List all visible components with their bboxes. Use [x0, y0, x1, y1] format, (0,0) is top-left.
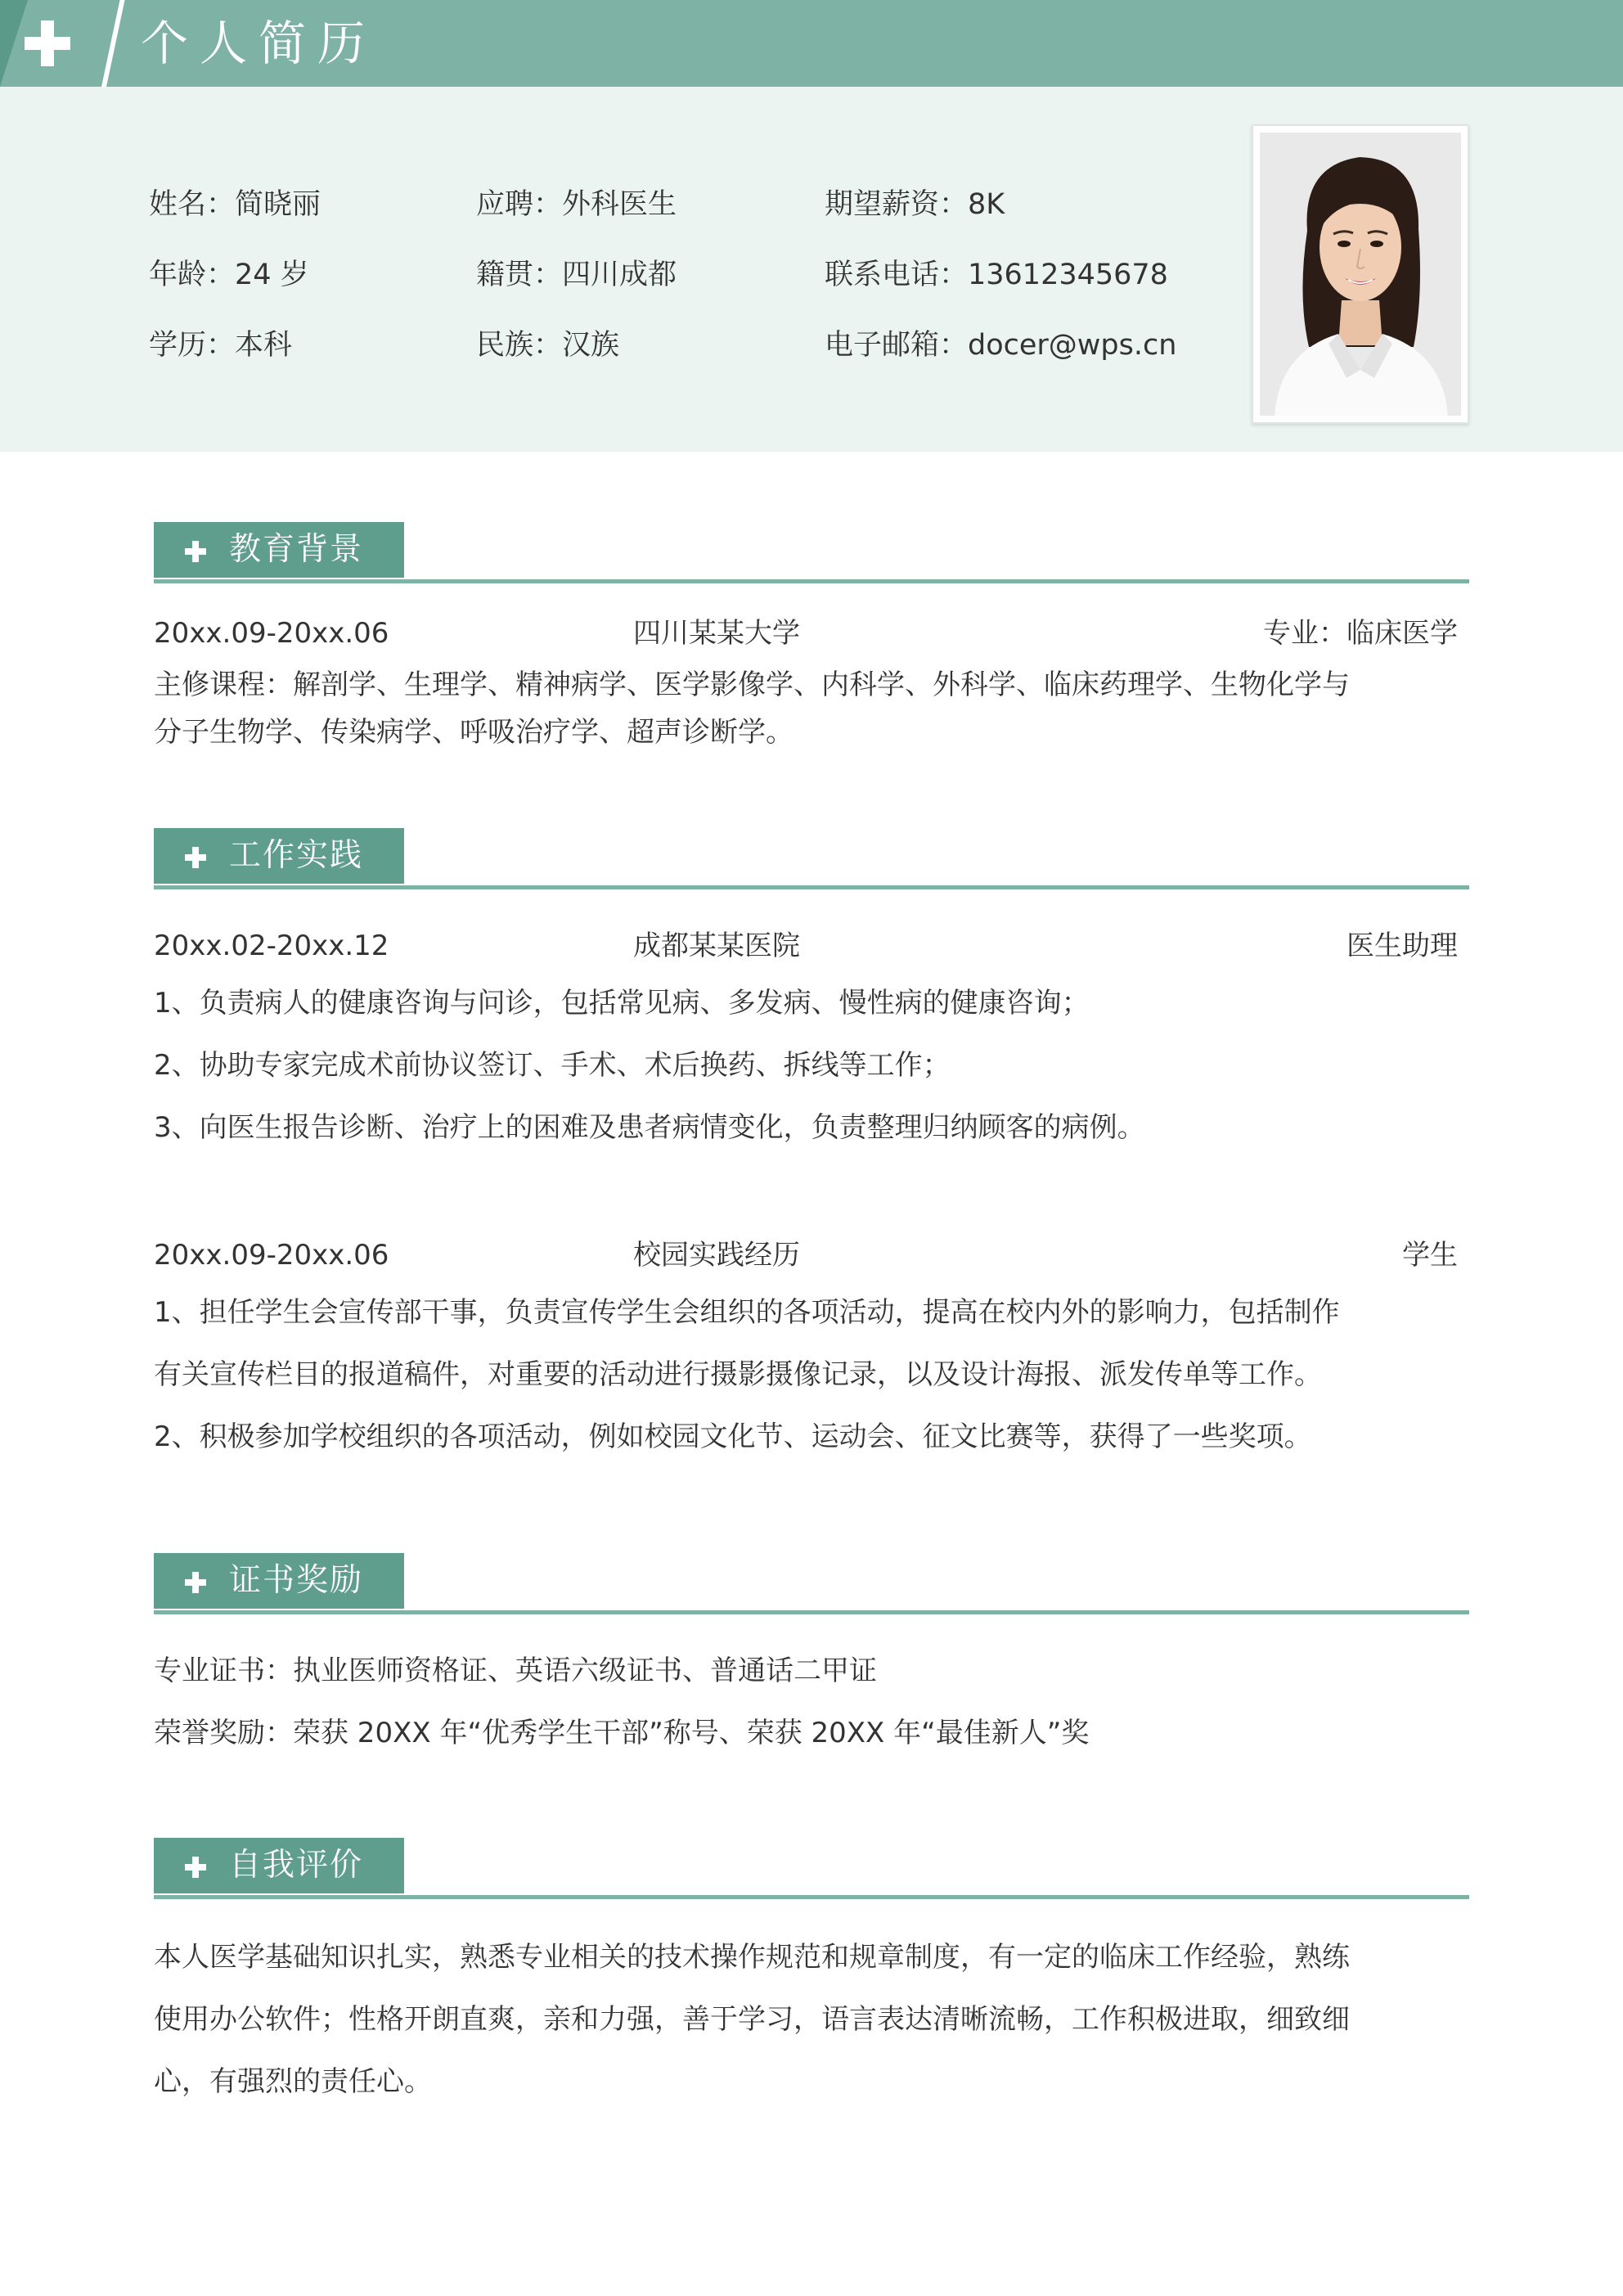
section-title-awards: 证书奖励 [229, 1562, 364, 1599]
info-hometown: 籍贯：四川成都 [476, 259, 677, 291]
section-header-education [154, 522, 404, 578]
page-title: 个人简历 [141, 16, 377, 71]
self-evaluation-text [154, 1926, 1471, 2113]
section-header-work [154, 828, 404, 884]
profile-photo [1252, 124, 1469, 424]
job1-duties [154, 972, 1471, 1159]
job1-duty-item: 1、负责病人的健康咨询与问诊，包括常见病、多发病、慢性病的健康咨询； [154, 987, 1090, 1020]
self-evaluation-line: 心，有强烈的责任心。 [154, 2065, 432, 2098]
job2-duties [154, 1281, 1471, 1468]
info-education: 学历：本科 [149, 329, 293, 362]
job1-duty-item: 3、向医生报告诊断、治疗上的困难及患者病情变化，负责整理归纳顾客的病例。 [154, 1111, 1145, 1144]
info-name: 姓名：简晓丽 [149, 188, 321, 221]
education-courses [154, 661, 1471, 756]
education-courses-line: 主修课程：解剖学、生理学、精神病学、医学影像学、内科学、外科学、临床药理学、生物化学与 [154, 669, 1350, 701]
education-period: 20xx.09-20xx.06 [154, 617, 389, 650]
info-phone: 联系电话：13612345678 [825, 259, 1168, 291]
plus-icon [185, 1857, 206, 1878]
job2-period: 20xx.09-20xx.06 [154, 1239, 389, 1272]
header-divider [101, 0, 125, 87]
job1-role: 医生助理 [1347, 930, 1458, 962]
header-corner-block [0, 0, 28, 87]
education-major: 专业：临床医学 [1263, 617, 1458, 650]
job2-duty-item: 2、积极参加学校组织的各项活动，例如校园文化节、运动会、征文比赛等，获得了一些奖项。 [154, 1420, 1312, 1453]
section-divider [154, 885, 1469, 889]
job1-period: 20xx.02-20xx.12 [154, 930, 389, 962]
self-evaluation-line: 本人医学基础知识扎实，熟悉专业相关的技术操作规范和规章制度，有一定的临床工作经验，熟练 [154, 1941, 1350, 1974]
section-header-awards [154, 1553, 404, 1609]
job2-role: 学生 [1402, 1239, 1458, 1272]
job2-org: 校园实践经历 [633, 1239, 800, 1272]
plus-icon [185, 541, 206, 562]
info-age: 年龄：24 岁 [149, 259, 309, 291]
education-courses-line: 分子生物学、传染病学、呼吸治疗学、超声诊断学。 [154, 716, 794, 749]
job2-duty-item: 1、担任学生会宣传部干事，负责宣传学生会组织的各项活动，提高在校内外的影响力，包括制作 [154, 1296, 1340, 1329]
self-evaluation-line: 使用办公软件；性格开朗直爽，亲和力强，善于学习，语言表达清晰流畅，工作积极进取，细致细 [154, 2003, 1350, 2036]
awards-honors: 荣誉奖励：荣获 20XX 年“优秀学生干部”称号、荣获 20XX 年“最佳新人”奖 [154, 1717, 1090, 1749]
plus-icon [185, 1572, 206, 1593]
awards-certificates: 专业证书：执业医师资格证、英语六级证书、普通话二甲证 [154, 1654, 877, 1687]
section-title-self: 自我评价 [229, 1847, 364, 1884]
section-header-self [154, 1838, 404, 1893]
job1-duty-item: 2、协助专家完成术前协议签订、手术、术后换药、拆线等工作； [154, 1049, 951, 1082]
section-divider [154, 579, 1469, 583]
header-bar [0, 0, 1623, 87]
info-ethnicity: 民族：汉族 [476, 329, 620, 362]
plus-icon [25, 20, 70, 66]
info-position: 应聘：外科医生 [476, 188, 677, 221]
info-email: 电子邮箱：docer@wps.cn [825, 329, 1177, 362]
education-school: 四川某某大学 [633, 617, 800, 650]
info-salary: 期望薪资：8K [825, 188, 1005, 221]
profile-photo-image [1260, 133, 1461, 416]
section-title-work: 工作实践 [229, 837, 364, 874]
job1-org: 成都某某医院 [633, 930, 800, 962]
section-title-education: 教育背景 [229, 531, 364, 568]
job2-duty-item: 有关宣传栏目的报道稿件，对重要的活动进行摄影摄像记录，以及设计海报、派发传单等工作。 [154, 1358, 1322, 1391]
section-divider [154, 1610, 1469, 1614]
plus-icon [185, 847, 206, 868]
section-divider [154, 1895, 1469, 1899]
awards-content [154, 1640, 1471, 1764]
